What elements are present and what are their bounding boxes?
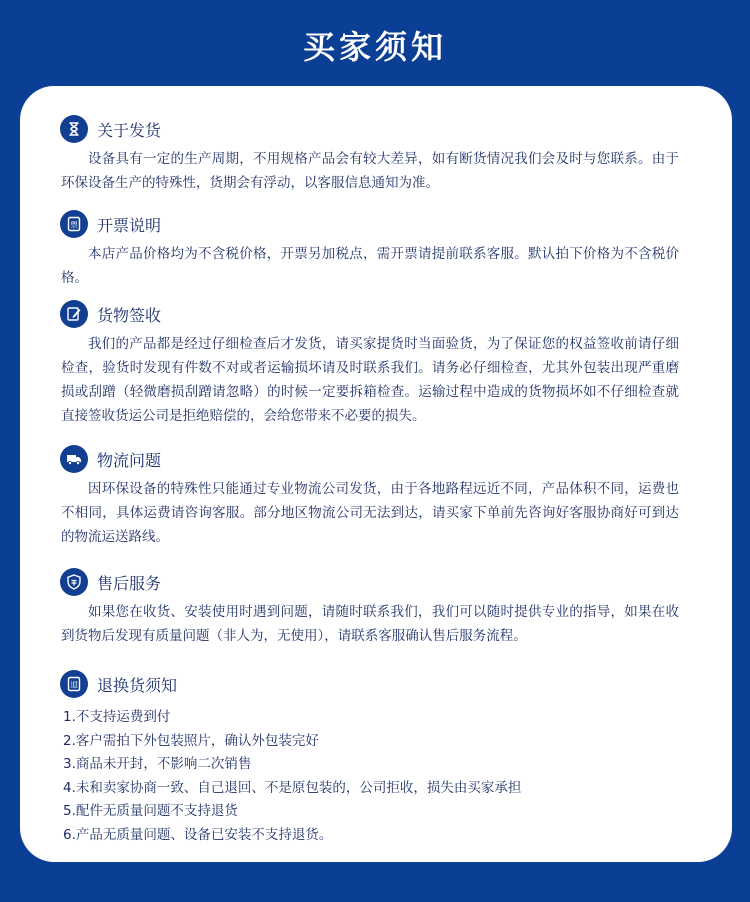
return-icon [60,670,88,698]
sign-edit-icon [60,300,88,328]
truck-icon [60,445,88,473]
list-item: 3.商品未开封，不影响二次销售 [63,756,252,773]
section-body: 设备具有一定的生产周期，不用规格产品会有较大差异，如有断货情况我们会及时与您联系。由于环保设备生产的特殊性，货期会有浮动，以客服信息通知为准。 [61,151,679,191]
list-item: 5.配件无质量问题不支持退货 [63,803,238,820]
section-header [60,209,161,239]
section-title: 售后服务 [97,573,162,593]
section-title: 开票说明 [97,215,162,235]
shield-icon [60,568,88,596]
section-header [60,299,161,329]
list-item: 6.产品无质量问题、设备已安装不支持退货。 [63,826,333,843]
page-title: 买家须知 [302,28,447,66]
section-body: 本店产品价格均为不含税价格，开票另加税点，需开票请提前联系客服。默认拍下价格为不含税价格。 [61,246,679,286]
notice-card [20,86,732,862]
list-item: 2.客户需拍下外包装照片，确认外包装完好 [63,732,319,749]
list-item: 1.不支持运费到付 [63,709,171,725]
section-body: 我们的产品都是经过仔细检查后才发货，请买家提货时当面验货，为了保证您的权益签收前请仔细检查，验货时发现有件数不对或者运输损坏请及时联系我们。请务必仔细检查，尤其外包装出现严重磨损或刮蹭（轻微磨损刮蹭请忽略）的时候一定要拆箱检查。运输过程中造成的货物损坏如不仔细检查就直接签收货运公司是拒绝赔偿的，会给您带来不必要的损失。 [61,336,679,424]
section-header [60,444,161,474]
section-title: 关于发货 [97,120,162,140]
svg-text:票: 票 [70,220,78,230]
svg-text:退: 退 [70,680,78,690]
section-header [60,669,177,699]
section-body: 因环保设备的特殊性只能通过专业物流公司发货，由于各地路程远近不同，产品体积不同，运费也不相同，具体运费请咨询客服。部分地区物流公司无法到达，请买家下单前先咨询好客服协商好可到达的物流运送路线。 [61,481,679,545]
section-header [60,567,161,597]
section-title: 退换货须知 [97,675,178,695]
section-title: 物流问题 [97,450,162,470]
section-header [60,114,161,144]
section-body: 如果您在收货、安装使用时遇到问题，请随时联系我们，我们可以随时提供专业的指导，如果在收到货物后发现有质量问题（非人为，无使用），请联系客服确认售后服务流程。 [61,604,679,644]
return-rules-list [63,706,693,848]
list-item: 4.未和卖家协商一致、自己退回、不是原包装的，公司拒收，损失由买家承担 [63,779,522,796]
hourglass-icon [60,115,88,143]
section-title: 货物签收 [97,305,162,325]
invoice-icon [60,210,88,238]
